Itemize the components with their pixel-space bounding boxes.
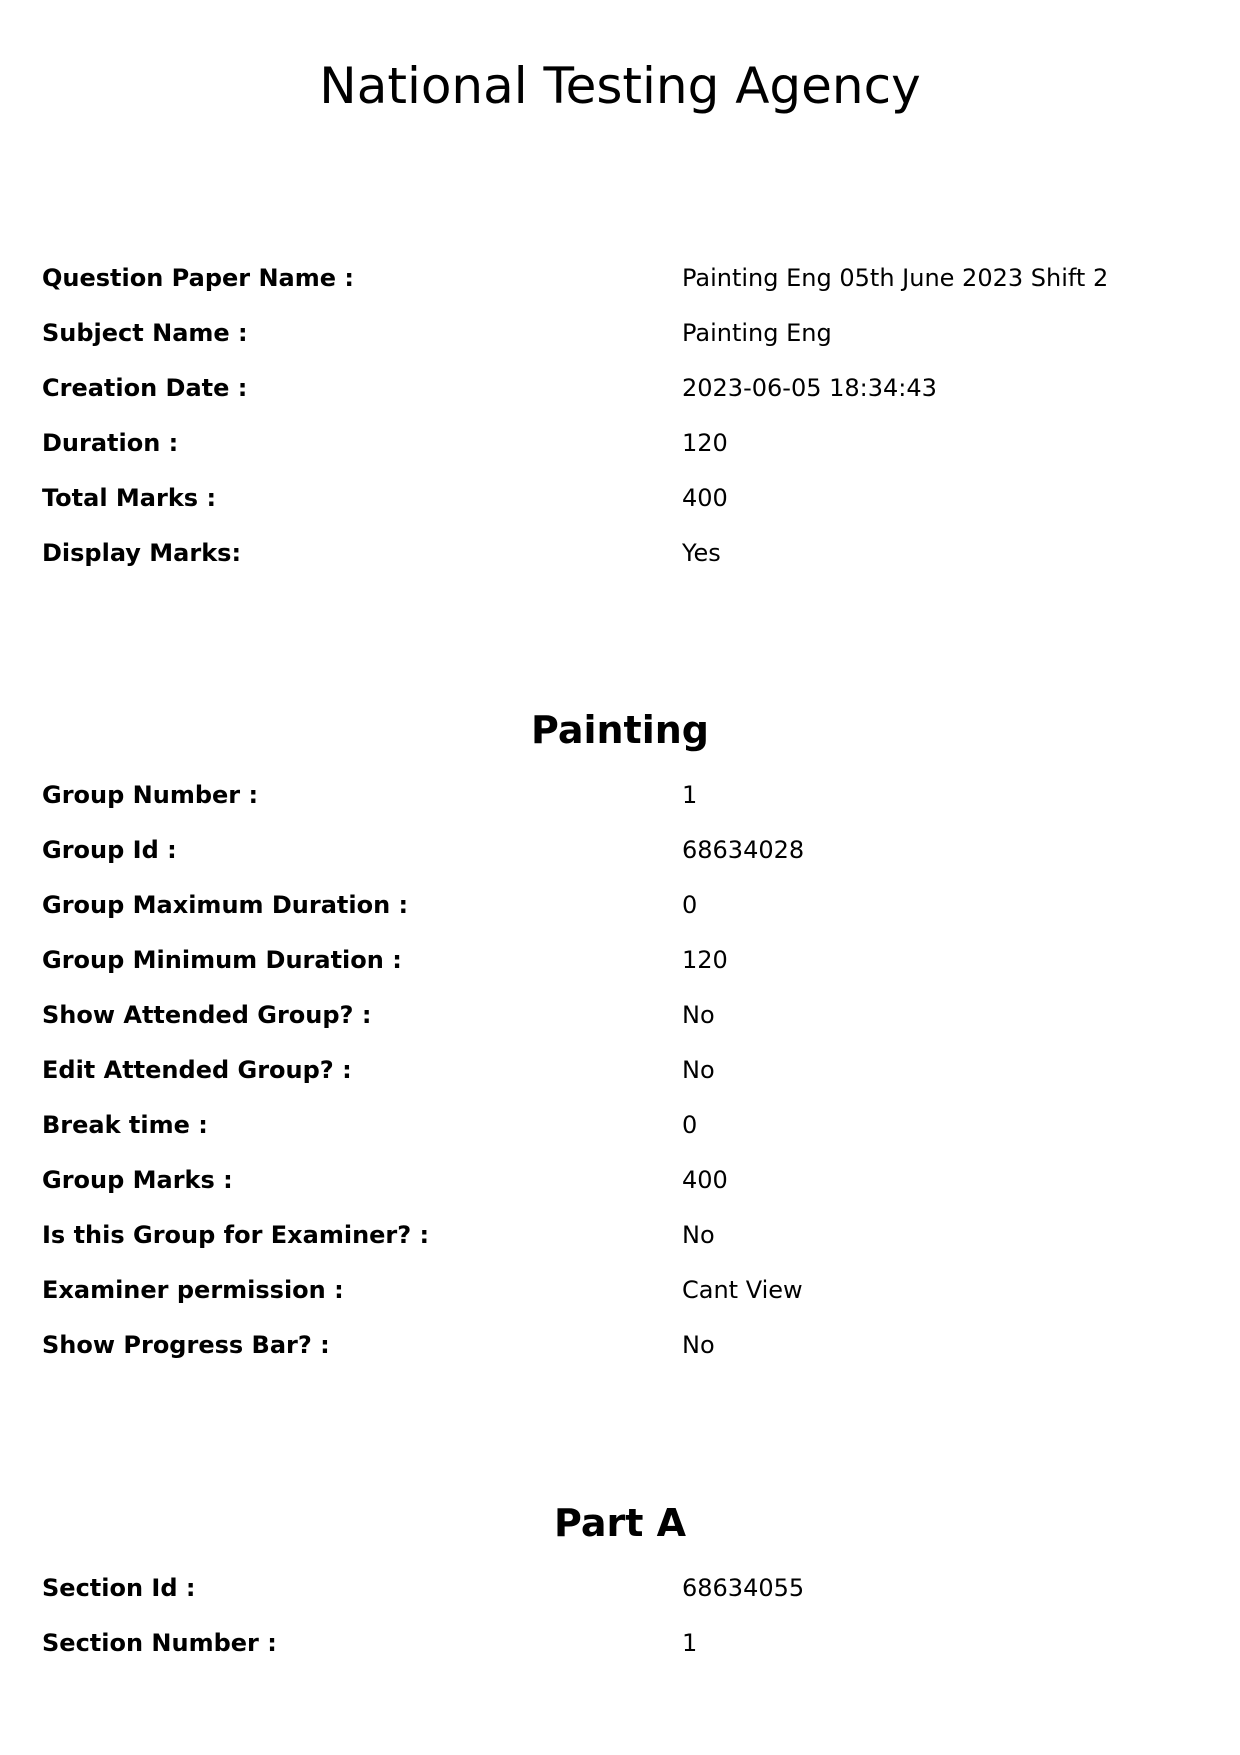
info-row-group-for-examiner <box>42 1207 1202 1262</box>
info-label: Is this Group for Examiner? : <box>42 1220 430 1249</box>
info-row-group-marks <box>42 1152 1202 1207</box>
info-row-duration <box>42 415 1202 470</box>
info-row-section-number <box>42 1615 1202 1670</box>
info-value: 68634055 <box>682 1573 805 1602</box>
info-label: Edit Attended Group? : <box>42 1055 352 1084</box>
info-value: No <box>682 1055 715 1084</box>
info-label: Total Marks : <box>42 483 217 512</box>
info-row-group-id <box>42 822 1202 877</box>
info-value: Cant View <box>682 1275 803 1304</box>
info-label: Examiner permission : <box>42 1275 344 1304</box>
info-row-group-number <box>42 767 1202 822</box>
info-value: 1 <box>682 780 698 809</box>
info-row-examiner-permission <box>42 1262 1202 1317</box>
info-row-subject-name <box>42 305 1202 360</box>
info-label: Group Number : <box>42 780 259 809</box>
info-label: Show Progress Bar? : <box>42 1330 330 1359</box>
page-title: National Testing Agency <box>319 57 921 115</box>
info-row-break-time <box>42 1097 1202 1152</box>
info-value: 2023-06-05 18:34:43 <box>682 373 937 402</box>
info-label: Group Maximum Duration : <box>42 890 409 919</box>
info-label: Creation Date : <box>42 373 248 402</box>
info-value: 120 <box>682 945 728 974</box>
info-value: No <box>682 1330 715 1359</box>
info-row-show-attended-group <box>42 987 1202 1042</box>
info-label: Group Id : <box>42 835 177 864</box>
info-label: Section Number : <box>42 1628 277 1657</box>
info-value: 1 <box>682 1628 698 1657</box>
info-value: 68634028 <box>682 835 805 864</box>
info-row-question-paper-name <box>42 250 1202 305</box>
info-value: No <box>682 1000 715 1029</box>
info-value: 0 <box>682 890 698 919</box>
info-row-display-marks <box>42 525 1202 580</box>
info-row-edit-attended-group <box>42 1042 1202 1097</box>
info-label: Group Marks : <box>42 1165 233 1194</box>
info-row-creation-date <box>42 360 1202 415</box>
info-label: Subject Name : <box>42 318 248 347</box>
info-value: 400 <box>682 483 728 512</box>
info-row-group-max-duration <box>42 877 1202 932</box>
info-label: Group Minimum Duration : <box>42 945 402 974</box>
info-label: Duration : <box>42 428 179 457</box>
info-label: Break time : <box>42 1110 208 1139</box>
info-value: Painting Eng 05th June 2023 Shift 2 <box>682 263 1109 292</box>
info-row-section-id <box>42 1560 1202 1615</box>
info-row-group-min-duration <box>42 932 1202 987</box>
info-row-show-progress-bar <box>42 1317 1202 1372</box>
info-value: No <box>682 1220 715 1249</box>
paper-info-table <box>42 250 1202 580</box>
info-value: Painting Eng <box>682 318 832 347</box>
section-info-table <box>42 1560 1202 1670</box>
group-heading: Painting <box>531 708 709 752</box>
info-value: 120 <box>682 428 728 457</box>
section-heading: Part A <box>553 1501 687 1545</box>
info-value: 400 <box>682 1165 728 1194</box>
info-label: Show Attended Group? : <box>42 1000 372 1029</box>
info-value: 0 <box>682 1110 698 1139</box>
info-label: Section Id : <box>42 1573 196 1602</box>
group-info-table <box>42 767 1202 1372</box>
info-label: Display Marks: <box>42 538 242 567</box>
info-value: Yes <box>682 538 721 567</box>
info-label: Question Paper Name : <box>42 263 354 292</box>
info-row-total-marks <box>42 470 1202 525</box>
